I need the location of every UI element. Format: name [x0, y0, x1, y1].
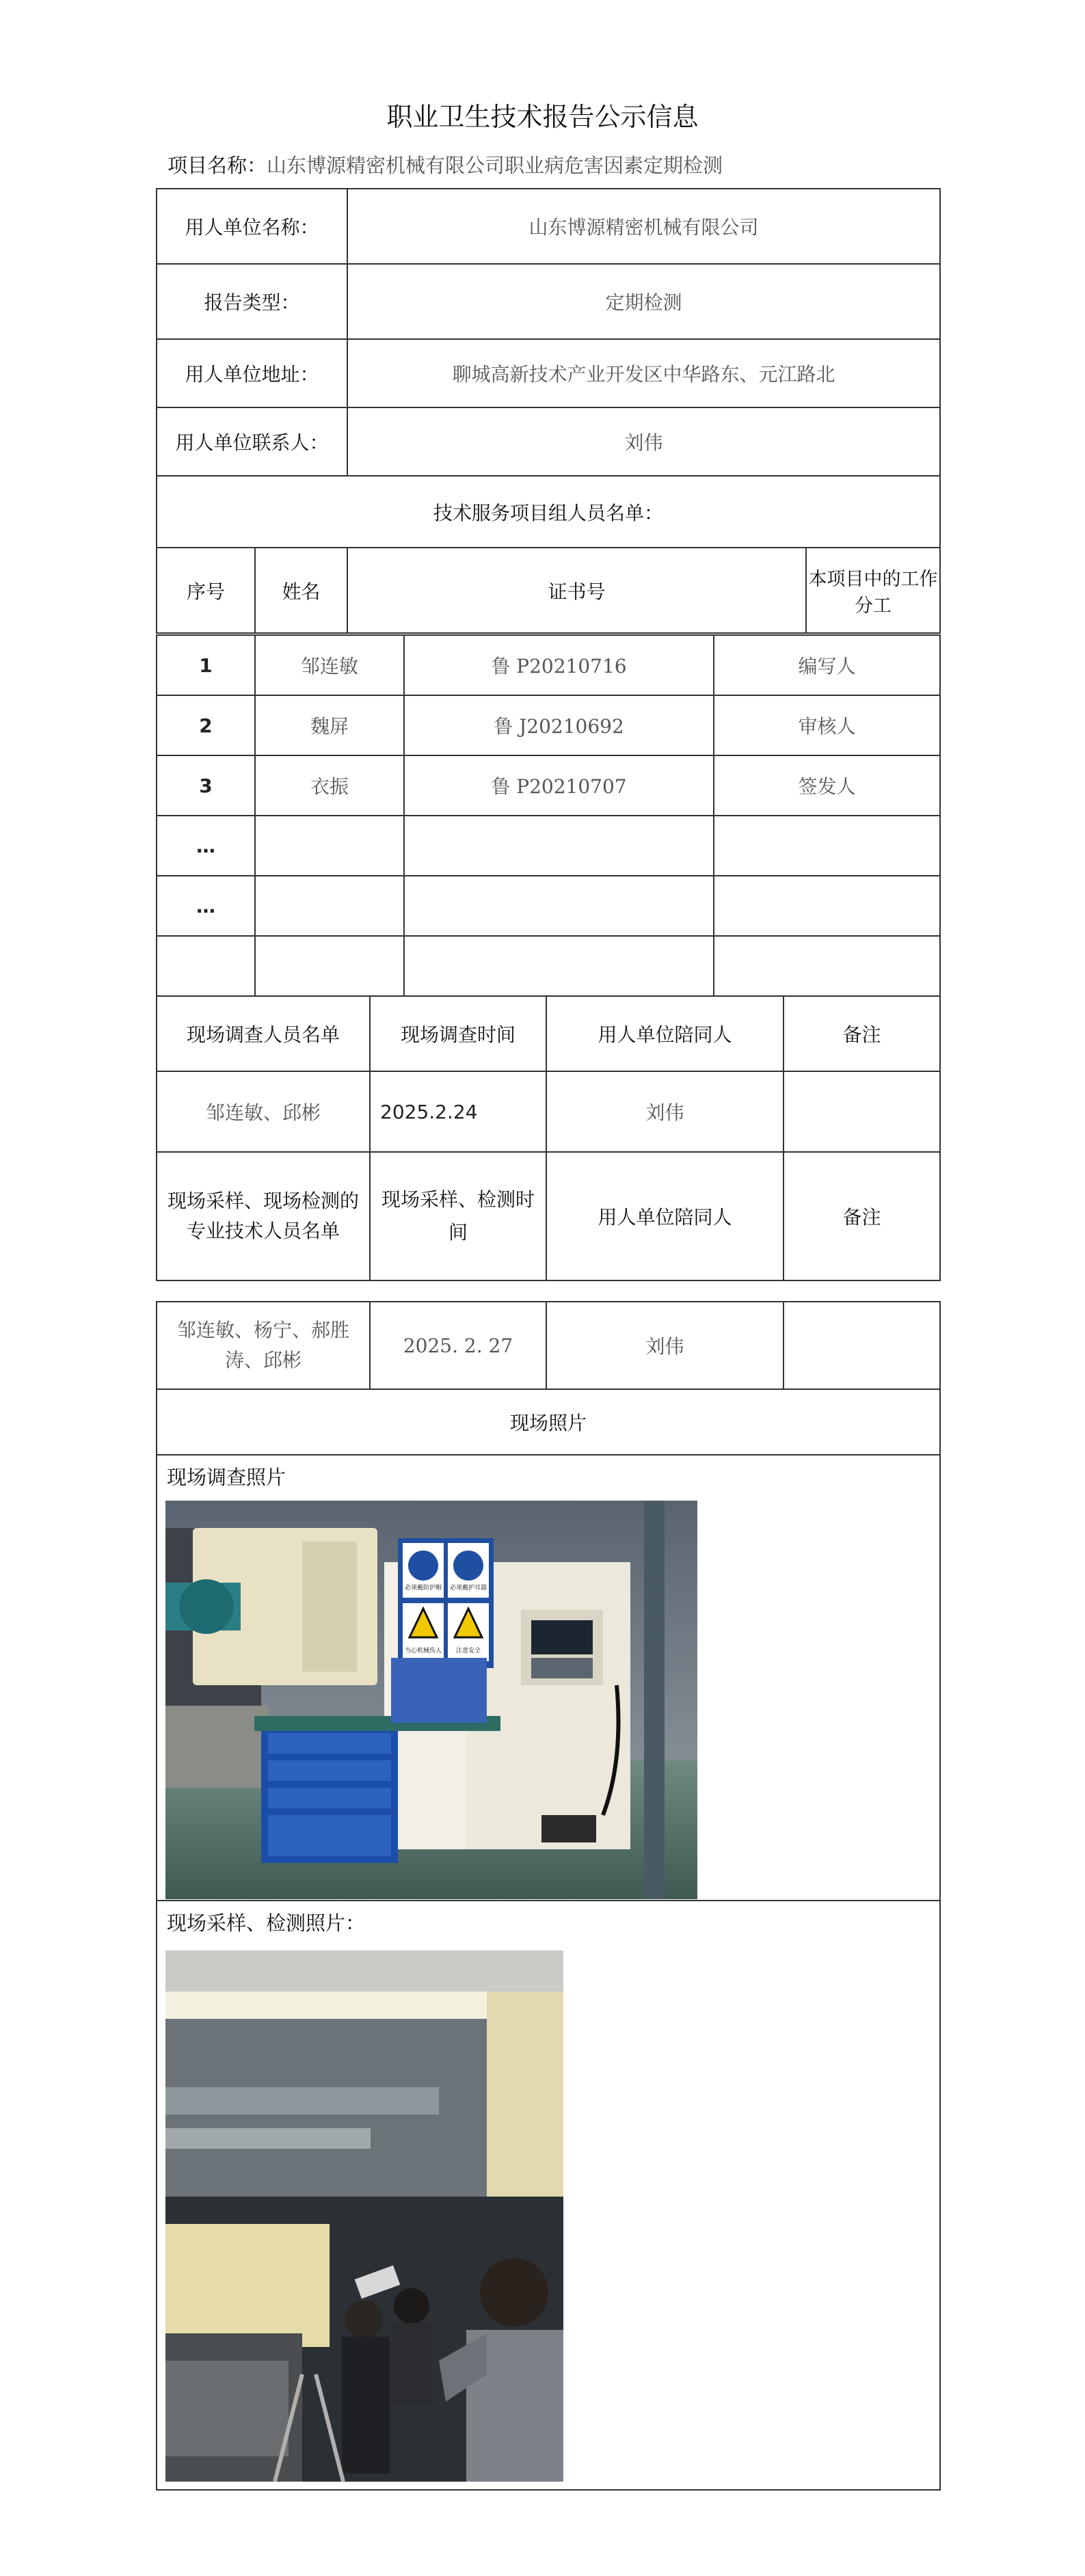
team-cell: 鲁 P20210716	[404, 635, 714, 695]
sign-text-4: 注意安全	[455, 1648, 481, 1654]
contact-value: 刘伟	[347, 407, 940, 476]
sampling-companion: 刘伟	[546, 1302, 783, 1389]
sampling-staff: 邹连敏、杨宁、郝胜涛、邱彬	[157, 1302, 370, 1389]
survey-header-staff: 现场调查人员名单	[157, 996, 370, 1071]
team-cell: …	[157, 816, 255, 876]
team-cell: 鲁 J20210692	[404, 695, 714, 755]
team-cell	[714, 816, 940, 876]
team-cell	[714, 936, 940, 996]
team-cell	[255, 936, 404, 996]
sign-text-1: 必须戴防护帽	[404, 1585, 442, 1592]
table-row	[157, 755, 940, 816]
team-cell	[404, 936, 714, 996]
table-row	[157, 1302, 940, 1389]
team-cell: 2	[157, 695, 255, 755]
sampling-photo	[165, 1950, 563, 2482]
team-title: 技术服务项目组人员名单：	[157, 476, 940, 548]
team-cell: 审核人	[714, 695, 940, 755]
photos-section-title: 现场照片	[157, 1389, 940, 1455]
team-cell: 3	[157, 755, 255, 816]
team-rows-table	[156, 634, 941, 997]
team-cell	[404, 816, 714, 876]
team-header-name: 姓名	[255, 548, 347, 633]
team-cell: 鲁 P20210707	[404, 755, 714, 816]
unit-name-value: 山东博源精密机械有限公司	[347, 189, 940, 264]
table-row	[157, 936, 940, 996]
sampling-header-companion: 用人单位陪同人	[546, 1152, 783, 1280]
report-type-label: 报告类型：	[157, 264, 347, 339]
address-value: 聊城高新技术产业开发区中华路东、元江路北	[347, 339, 940, 407]
page-title: 职业卫生技术报告公示信息	[386, 102, 699, 132]
info-table	[156, 188, 941, 634]
sign-text-2: 必须戴护耳器	[449, 1585, 487, 1592]
project-label: 项目名称：	[168, 154, 267, 177]
survey-header-companion: 用人单位陪同人	[546, 996, 783, 1071]
report-type-value: 定期检测	[347, 264, 940, 339]
sampling-header-time: 现场采样、检测时间	[370, 1152, 546, 1280]
team-cell	[157, 936, 255, 996]
table-row	[157, 1071, 940, 1152]
team-cell	[714, 876, 940, 936]
team-cell: 衣振	[255, 755, 404, 816]
survey-header-time: 现场调查时间	[370, 996, 546, 1071]
survey-time: 2025.2.24	[370, 1071, 546, 1152]
sign-text-3: 当心机械伤人	[404, 1648, 442, 1654]
table-row	[157, 876, 940, 936]
team-cell: 签发人	[714, 755, 940, 816]
team-cell	[255, 816, 404, 876]
sampling-photo-image	[165, 1950, 563, 2482]
address-label: 用人单位地址：	[157, 339, 347, 407]
team-cell: 魏屏	[255, 695, 404, 755]
sampling-header-staff: 现场采样、现场检测的专业技术人员名单	[157, 1152, 370, 1280]
survey-table	[156, 995, 941, 1281]
unit-name-label: 用人单位名称：	[157, 189, 347, 264]
sampling-header-note: 备注	[783, 1152, 940, 1280]
team-header-role: 本项目中的工作分工	[806, 548, 940, 633]
sampling-time: 2025. 2. 27	[370, 1302, 546, 1389]
survey-companion: 刘伟	[546, 1071, 783, 1152]
survey-staff: 邹连敏、邱彬	[157, 1071, 370, 1152]
sampling-note	[783, 1302, 940, 1389]
team-cell	[255, 876, 404, 936]
table-row	[157, 816, 940, 876]
table-row	[157, 635, 940, 695]
team-cell	[404, 876, 714, 936]
survey-photo-image	[165, 1501, 697, 1899]
project-name	[168, 150, 723, 178]
table-row	[157, 695, 940, 755]
project-value: 山东博源精密机械有限公司职业病危害因素定期检测	[267, 154, 723, 177]
team-header-cert: 证书号	[347, 548, 806, 633]
survey-header-note: 备注	[783, 996, 940, 1071]
survey-photo	[165, 1501, 697, 1899]
contact-label: 用人单位联系人：	[157, 407, 347, 476]
team-header-index: 序号	[157, 548, 255, 633]
survey-note	[783, 1071, 940, 1152]
sampling-photo-caption: 现场采样、检测照片：	[167, 1911, 366, 1935]
survey-photo-caption: 现场调查照片	[167, 1466, 286, 1489]
team-cell: 编写人	[714, 635, 940, 695]
team-cell: …	[157, 876, 255, 936]
team-cell: 邹连敏	[255, 635, 404, 695]
team-cell: 1	[157, 635, 255, 695]
